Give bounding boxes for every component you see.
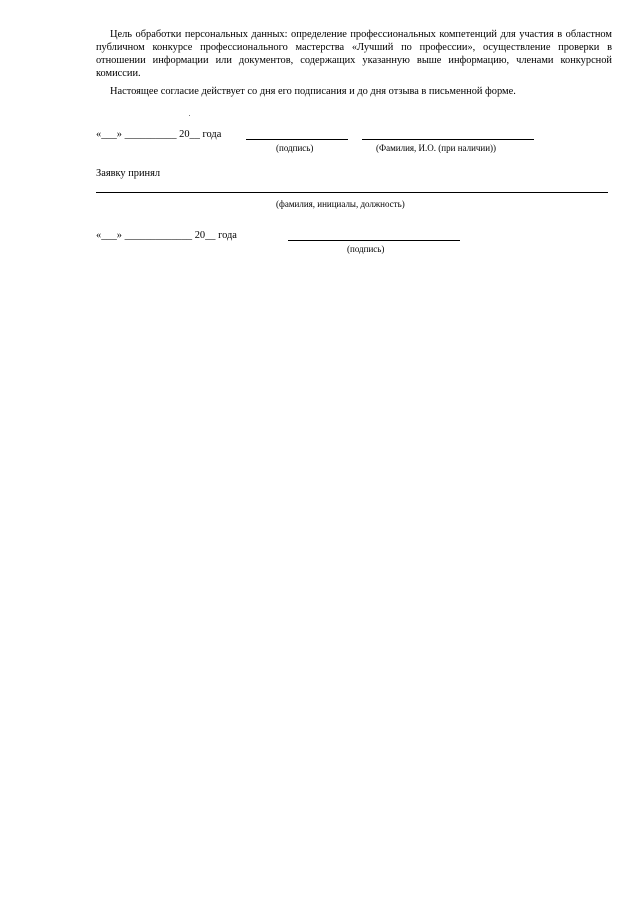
acceptance-line	[96, 192, 608, 193]
date-field-1: «___» __________ 20__ года	[96, 129, 222, 140]
signature-caption-2: (подпись)	[347, 244, 385, 254]
name-caption-1: (Фамилия, И.О. (при наличии))	[376, 143, 497, 153]
purpose-paragraph: Цель обработки персональных данных: определение профессиональных компетенций для участия в областном публичном конкурсе профессионального мастерства «Лучший по профессии», осуществление проверки в отношении информации или документов, содержащих указанную выше информацию, членами конкурсной комиссии.	[96, 29, 612, 79]
validity-paragraph: Настоящее согласие действует со дня его подписания и до дня отзыва в письменной форме.	[110, 86, 516, 97]
scan-speck	[189, 115, 190, 116]
signature-line-1	[246, 139, 348, 140]
acceptance-caption: (фамилия, инициалы, должность)	[276, 199, 405, 209]
acceptance-label: Заявку принял	[96, 168, 161, 179]
signature-caption-1: (подпись)	[276, 143, 314, 153]
name-line-1	[362, 139, 534, 140]
signature-line-2	[288, 240, 460, 241]
date-field-2: «___» _____________ 20__ года	[96, 230, 237, 241]
